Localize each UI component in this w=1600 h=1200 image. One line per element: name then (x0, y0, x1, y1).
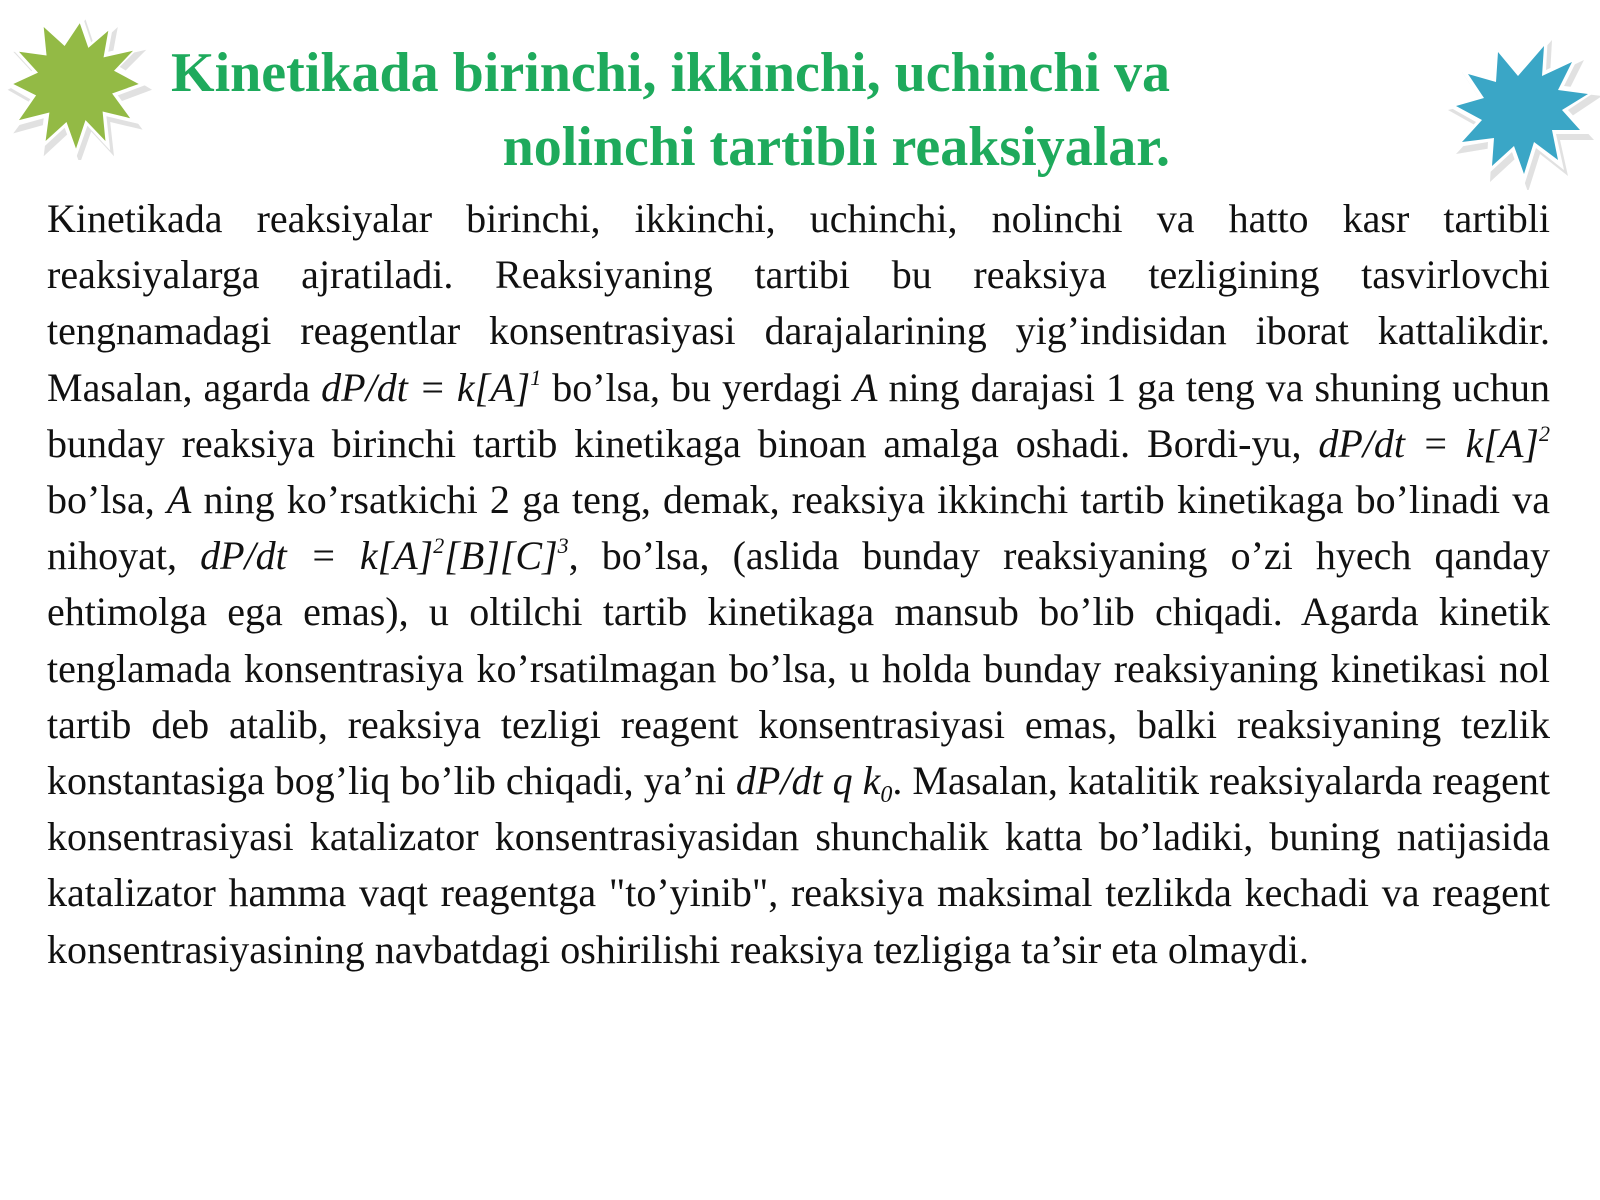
variable-a: A (853, 364, 878, 410)
title-line-1: Kinetikada birinchi, ikkinchi, uchinchi va (171, 42, 1170, 104)
rate-equation-sixth-order (200, 533, 569, 578)
body-paragraph (47, 191, 1550, 978)
page-title (40, 36, 1170, 184)
exponent: 2 (1539, 420, 1550, 446)
text-segment: ning darajasi 1 ga teng va shuning uchun bunday reaksiya birinchi tartib kinetikaga binoan amalga oshadi. Bordi-yu, (47, 364, 1551, 466)
exponent: 2 (433, 533, 445, 559)
text-segment: . Masalan, katalitik reaksiyalarda reagent konsentrasiyasi katalizator konsentrasiyasidan shunchalik katta bo’ladiki, buning natijasida katalizator hamma vaqt reagentga "to’yinib", reaksiya maksimal tezlikda kechadi va reagent konsentrasiyasining navbatdagi oshirilishi reaksiya tezligiga ta’sir eta olmaydi. (47, 758, 1550, 972)
rate-equation-zero-order (735, 758, 893, 809)
equation-text: dP/dt = k[A] (1318, 420, 1539, 466)
text-segment: bo’lsa, bu yerdagi (541, 364, 854, 410)
exponent: 3 (557, 533, 569, 559)
text-segment: , bo’lsa, (aslida bunday reaksiyaning o’zi hyech qanday ehtimolga ega emas), u oltilchi tartib kinetikaga mansub bo’lib chiqadi. Agarda kinetik tenglamada konsentrasiya ko’rsatilmagan bo’lsa, u holda bunday reaksiyaning kinetikasi nol tartib deb atalib, reaksiya tezligi reagent konsentrasiyasi emas, balki reaksiyaning tezlik konstantasiga bog’liq bo’lib chiqadi, ya’ni (47, 533, 1550, 804)
text-segment: bo’lsa, (47, 477, 167, 523)
text-segment: ning ko’rsatkichi 2 ga teng, demak, reaksiya ikkinchi tartib kinetikaga bo’linadi va nihoyat, (47, 477, 1550, 579)
title-line-2: nolinchi tartibli reaksiyalar. (502, 116, 1170, 178)
blue-starburst-icon (1440, 30, 1600, 190)
rate-equation-first-order (321, 365, 541, 410)
variable-a: A (166, 477, 192, 523)
rate-equation-second-order (1318, 421, 1550, 466)
equation-text: [B][C] (444, 533, 558, 579)
subscript: 0 (880, 782, 893, 809)
equation-text: dP/dt = k[A] (321, 364, 531, 410)
text-segment: Kinetikada reaksiyalar birinchi, ikkinchi, uchinchi, nolinchi va hatto kasr tartibli reaksiyalarga ajratiladi. Reaksiyaning tartibi bu reaksiya tezligining tasvirlovchi tengnamadagi reagentlar konsentrasiyasi darajalarining yig’indisidan iborat kattalikdir. Masalan, agarda (47, 196, 1550, 410)
exponent: 1 (530, 364, 542, 390)
equation-text: dP/dt q k (735, 758, 881, 804)
equation-text: dP/dt = k[A] (200, 533, 434, 579)
